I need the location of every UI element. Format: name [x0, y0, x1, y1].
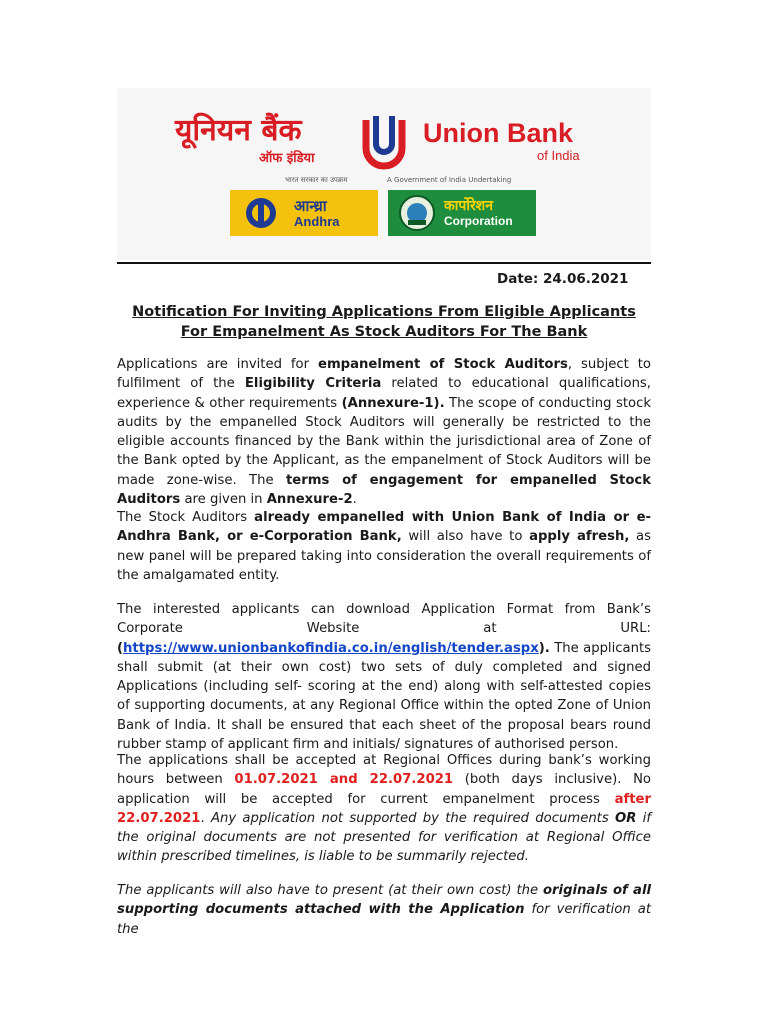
- bold-text: empanelment of Stock Auditors: [318, 357, 568, 372]
- union-bank-logo-icon: [358, 114, 410, 170]
- letterhead: [117, 88, 651, 260]
- bold-italic-text: OR: [615, 810, 637, 826]
- deadline-date: after 22.07.2021: [117, 791, 651, 826]
- paragraph-4: [117, 751, 651, 867]
- text: .: [200, 810, 211, 826]
- page-title: Notification For Inviting Applications From Eligible Applicants For Empanelment As Stock Auditors For The Bank: [132, 304, 636, 340]
- italic-text: if the original documents are not presented for verification at Regional Office within prescribed timelines, is liable to be summarily rejected.: [117, 810, 651, 865]
- italic-text: Any application not supported by the required documents: [210, 810, 616, 826]
- corporation-emblem-icon: [394, 190, 440, 236]
- tender-url-link[interactable]: https://www.unionbankofindia.co.in/english/tender.aspx: [123, 640, 539, 656]
- andhra-logo-icon: [238, 190, 284, 236]
- italic-text: for verification at the: [117, 902, 651, 937]
- bold-text: apply afresh,: [529, 529, 630, 545]
- text: The interested applicants can download Application Format from Bank’s Corporate Website at URL:: [117, 602, 651, 637]
- bold-italic-text: originals of all supporting documents attached with the Application: [117, 883, 651, 918]
- text: The applicants shall submit (at their own cost) two sets of duly completed and signed Applications (including self- scoring at the end) along with self-attested copies of supporting documents, at any Regional Office within the opted Zone of Union Bank of India. It shall be ensured that each sheet of the proposal bears round rubber stamp of applicant firm and initials/ signatures of authorised person.: [117, 640, 651, 753]
- text: The applications shall be accepted at Regional Offices during bank’s working hours between: [117, 753, 651, 788]
- andhra-english: Andhra: [294, 214, 340, 229]
- header-divider: [117, 262, 651, 264]
- text: The scope of conducting stock audits by the empanelled Stock Auditors will generally be restricted to the eligible accounts financed by the Bank within the jurisdictional area of Zone of the Bank opted by the Applicant, as the empanelment of Stock Auditors will be made zone-wise. The: [117, 395, 651, 488]
- text: Applications are invited for: [117, 357, 318, 372]
- corporation-logo-tile: [388, 190, 536, 236]
- bold-text: terms of engagement for empanelled Stock Auditors: [117, 472, 651, 508]
- hindi-bank-sub: ऑफ इंडिया: [259, 151, 315, 166]
- paragraph-1: [117, 355, 651, 509]
- text: .: [352, 492, 357, 508]
- text: , subject to fulfilment of the: [117, 357, 651, 392]
- english-bank-name: Union Bank: [423, 118, 574, 148]
- andhra-logo-tile: [230, 190, 378, 236]
- tagline-hindi: भारत सरकार का उपक्रम: [285, 176, 348, 184]
- text: (both days inclusive). No application will be accepted for current empanelment process: [117, 772, 652, 807]
- italic-text: The applicants will also have to present (at their own cost) the: [117, 883, 543, 898]
- english-bank-sub: of India: [537, 148, 580, 163]
- tagline-english: A Government of India Undertaking: [387, 176, 512, 184]
- bold-text: already empanelled with Union Bank of India or e-Andhra Bank, or e-Corporation Bank,: [117, 510, 651, 545]
- paragraph-2: [117, 508, 651, 585]
- text: related to educational qualifications, experience & other requirements: [117, 376, 651, 411]
- bold-text: ).: [538, 640, 550, 656]
- date-range: 01.07.2021 and 22.07.2021: [234, 772, 454, 788]
- text: The Stock Auditors: [117, 510, 255, 525]
- text: will also have to: [401, 529, 530, 545]
- paragraph-5: [117, 881, 651, 939]
- bold-text: Annexure-2: [266, 492, 353, 508]
- corporation-english: Corporation: [444, 214, 513, 228]
- document-date: Date: 24.06.2021: [497, 271, 629, 287]
- bold-text: (Annexure-1).: [341, 395, 445, 411]
- bold-text: Eligibility Criteria: [244, 376, 382, 392]
- union-bank-brand: [175, 114, 615, 174]
- text: are given in: [180, 492, 267, 508]
- hindi-bank-name: यूनियन बैंक: [175, 113, 302, 148]
- tagline: [117, 176, 651, 188]
- corporation-hindi: कार्पोरेशन: [444, 197, 493, 213]
- text: as new panel will be prepared taking into consideration the overall requirements of the amalgamated entity.: [117, 529, 651, 583]
- andhra-hindi: आन्ध्रा: [294, 198, 327, 215]
- paragraph-3: [117, 600, 651, 754]
- bold-text: (: [117, 640, 124, 656]
